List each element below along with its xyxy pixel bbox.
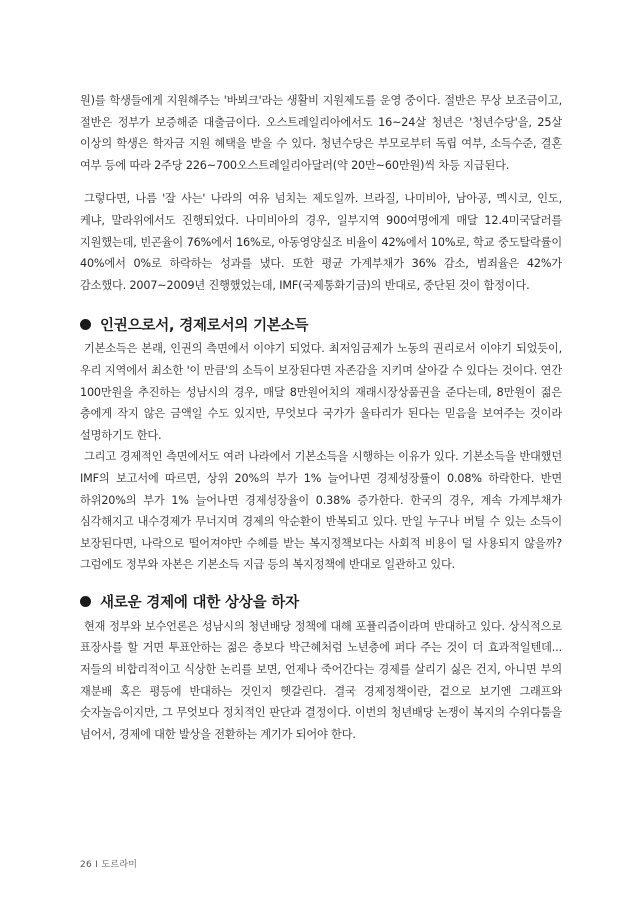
section1-paragraph-2: 그리고 경제적인 측면에서도 여러 나라에서 기본소득을 시행하는 이유가 있다. 기본소득을 반대했던 IMF의 보고서에 따르면, 상위 20%의 부가 1% 늘어나면 경제성장률이 0.08% 하락한다. 반면 하위20%의 부가 1% 늘어나면 경제성장율이 0.38% 증가한다. 한국의 경우, 계속 가계부채가 심각해지고 내수경제가 무너지며 경제의 악순환이 반복되고 있다. 만일 누구나 버틸 수 있는 소득이 보장된다면, 나락으로 떨어져야만 수혜를 받는 복지정책보다는 사회적 비용이 덜 사용되지 않을까? 그럼에도 정부와 자본은 기본소득 지급 등의 복지정책에 반대로 일관하고 있다. <box>80 450 562 572</box>
page-body <box>80 90 562 745</box>
section-heading-text: 인권으로서, 경제로서의 기본소득 <box>100 317 309 334</box>
section-heading-basic-income-rights <box>80 310 562 338</box>
bullet-icon <box>80 319 91 330</box>
paragraph-gap <box>80 176 562 188</box>
section2-paragraph-1: 현재 정부와 보수언론은 성남시의 청년배당 정책에 대해 포퓰리즘이라며 반대하고 있다. 상식적으로 표장사를 할 거면 투표안하는 젊은 층보다 박근혜처럼 노년층에 퍼다 주는 것이 더 효과적일텐데... 저들의 비합리적이고 식상한 논리를 보면, 언제나 죽어간다는 경제를 살리기 싫은 건지, 아니면 부의 재분배 혹은 평등에 반대하는 것인지 헷갈린다. 결국 경제정책이란, 겉으로 보기엔 그래프와 숫자놀음이지만, 그 무엇보다 정치적인 판단과 결정이다. 이번의 청년배당 논쟁이 복지의 수위다툼을 넘어서, 경제에 대한 발상을 전환하는 계기가 되어야 한다. <box>80 619 562 741</box>
intro-paragraph-1: 원)를 학생들에게 지원해주는 '바뵈크'라는 생활비 지원제도를 운영 중이다. 절반은 무상 보조금이고, 절반은 정부가 보증해준 대출금이다. 오스트레일리아에서도 16~24살 청년은 '청년수당'을, 25살 이상의 학생은 학자금 지원 혜택을 받을 수 있다. 청년수당은 부모로부터 독립 여부, 소득수준, 결혼 여부 등에 따라 2주당 226~700오스트레일리아달러(약 20만~60만원)씩 차등 지급된다. <box>80 94 562 172</box>
bullet-icon <box>80 596 91 607</box>
section-heading-text: 새로운 경제에 대한 상상을 하자 <box>100 595 299 612</box>
section-heading-new-economy <box>80 588 562 616</box>
section1-paragraph-1: 기본소득은 본래, 인권의 측면에서 이야기 되었다. 최저임금제가 노동의 권리로서 이야기 되었듯이, 우리 지역에서 최소한 '이 만큼'의 소득이 보장된다면 자존감을 지키며 살아갈 수 있다는 것이다. 연간 100만원을 추진하는 성남시의 경우, 매달 8만원어치의 재래시장상품권을 준다는데, 8만원이 젊은 층에게 작지 않은 금액일 수도 있지만, 무엇보다 국가가 울타리가 된다는 믿음을 보여주는 것이라 설명하기도 한다. <box>80 342 562 442</box>
page-footer: 26 I 도르라미 <box>80 860 138 870</box>
intro-paragraph-2: 그렇다면, 나름 '잘 사는' 나라의 여유 넘치는 제도일까. 브라질, 나미비아, 남아공, 멕시코, 인도, 케냐, 말라위에서도 진행되었다. 나미비아의 경우, 일부지역 900여명에게 매달 12.4미국달러를 지원했는데, 빈곤율이 76%에서 16%로, 아동영양실조 비율이 42%에서 10%로, 학교 중도탈락률이 40%에서 0%로 하락하는 성과를 냈다. 또한 평균 가계부채가 36% 감소, 범죄율은 42%가 감소했다. 2007~2009년 진행했었는데, IMF(국제통화기금)의 반대로, 중단된 것이 함정이다. <box>80 192 562 292</box>
